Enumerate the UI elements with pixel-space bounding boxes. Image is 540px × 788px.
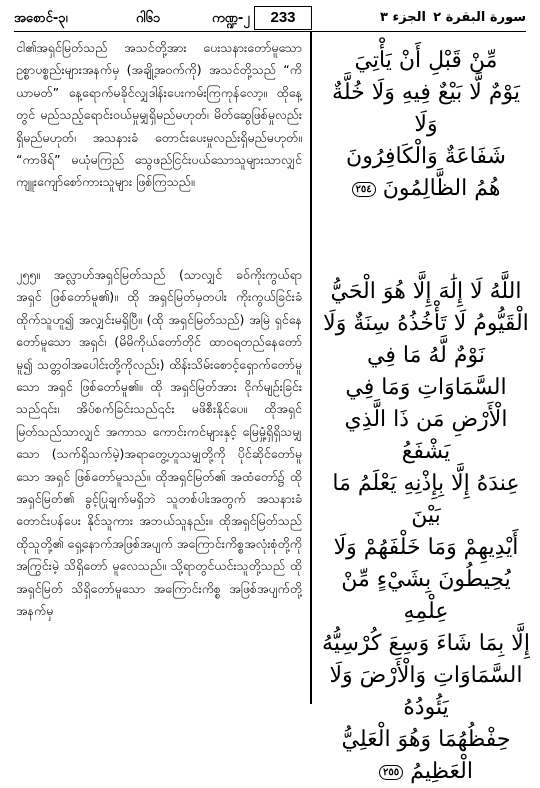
ayah-number-mark: ٢٥٤ [352,182,376,197]
header-verse-ref: ဂါ၆၁ [136,11,161,26]
header-surah: سورة البقرة ٢ [433,10,526,25]
arabic-line: نَوْمٌ لَّهُ مَا فِي السَّمَاوَاتِ وَمَا فِي [345,343,507,400]
page-header [14,6,526,32]
header-chapter: ကဏ္ဍ-၂ [212,11,250,26]
arabic-line: شَفَاعَةٌ وَالْكَافِرُونَ [346,144,506,169]
arabic-verse-block [322,45,530,205]
arabic-line: اللَّهُ لَا إِلَٰهَ إِلَّا هُوَ الْحَيُّ [330,279,522,304]
arabic-line: مِّنْ قَبْلِ أَنْ يَأْتِيَ [354,48,498,73]
arabic-line: إِلَّا بِمَا شَاءَ وَسِعَ كُرْسِيُّهُ [322,631,530,656]
arabic-line: حِفْظُهُمَا وَهُوَ الْعَلِيُّ [341,727,511,752]
arabic-line: عِندَهُ إِلَّا بِإِذْنِهِ يَعْلَمُ مَا بَيْنَ [332,471,520,528]
ayah-number-mark: ٢٥٥ [379,765,403,780]
page-number: 233 [254,6,312,30]
arabic-line: أَيْدِيهِمْ وَمَا خَلْفَهُمْ وَلَا [333,535,519,560]
arabic-line-text: هُمُ الظَّالِمُونَ [382,176,501,201]
translation-paragraph: ငါ၏အရှင်မြတ်သည် အသင်တို့အား ပေးသနားတော်မူသော ဥစ္စာပစ္စည်းများအနက်မှ (အချို့အဝက်ကို) အသင်တို့သည် “ကိယာမတ်” နေ့ရောက်မခိုင်လျှဒါန်းပေးကမ်းကြကုန်လော့။ ထိုနေ့တွင် မည်သည့်ရောင်းဝယ်မှုမျှရှိမည်မဟုတ်၊ မိတ်ဆွေဖြစ်မှုလည်းရှိမည်မဟုတ်၊ အသနားခံ တောင်းပေးမှုလည်းရှိမည်မဟုတ်။ “ကာဖိရ်” မယုံမကြည် သွေဖည်ငြင်းပယ်သောသူများသာလျှင် ကျူးကျော်စော်ကားသူများ ဖြစ်ကြသည်။ [16,40,302,190]
arabic-verse-block [322,276,530,788]
translation-paragraph: ၂၅၅။ အလ္လာဟ်အရှင်မြတ်သည် (သာလျှင် ခဝ်ကိုးကွယ်ရာ အရှင် ဖြစ်တော်မူ၏)။ ထို အရှင်မြတ်မှတပါး ကိုးကွယ်ခြင်းခံထိုက်သူဟူ၍ အလျှင်းမရှိပြီ။ (ထို အရှင်မြတ်သည်) အမြဲ ရှင်နေတော်မူသော အရှင်၊ (မိမိကိုယ်တော်တိုင် ထာဝရတည်နေတော်မူ၍ သတ္တဝါအပေါင်းတို့ကိုလည်း) ထိန်းသိမ်းစောင့်ရှောက်တော်မူသော အရှင် ဖြစ်တော်မူ၏။ ထို အရှင်မြတ်အား ငိုက်မျဉ်းခြင်းသည်၎င်း၊ အိပ်စက်ခြင်းသည်၎င်း မဖိစီးနိုင်ပေ။ ထိုအရှင်မြတ်သည်သာလျှင် အကာသ ကောင်းကင်များနှင့် မြေမှုံ့ရှိရှိသမျှသော (သက်ရှိသက်မဲ့)အရာတွေ့ဟူသမျှတို့ကို ပိုင်ဆိုင်တော်မူသော အရှင် ဖြစ်တော်မူသည်။ ထိုအရှင်မြတ်၏ အထံတော်၌ ထိုအရှင်မြတ်၏ ခွင့်ပြုချက်မရှိဘဲ သူတစ်ပါးအတွက် အသနားခံ တောင်းပန်ပေး နိုင်သူကား အဘယ်သူနည်း။ ထိုအရှင်မြတ်သည် ထိုသူတို့၏ ရှေ့နောက်အဖြစ်အပျက် အကြောင်းကိစ္စအလုံးစုံတို့ကို အကြွင်းမဲ့ သိရှိတော် မူလေသည်။ သို့ရာတွင်ယင်းသူတို့သည် ထိုအရှင်မြတ် သိရှိတော်မူသော အကြောင်းကိစ္စ အဖြစ်အပျက်တို့ အနက်မှ [16,267,302,619]
arabic-line: الْأَرْضِ مَن ذَا الَّذِي يَشْفَعُ [344,407,508,464]
column-divider [310,32,312,704]
arabic-line: السَّمَاوَاتِ وَالْأَرْضَ وَلَا يَئُودُهُ [329,663,523,720]
header-volume: အစောင်-၃၊ [14,11,68,26]
header-juz: الجزء ٣ [380,10,426,25]
arabic-line [322,756,530,788]
arabic-line: الْقَيُّومُ لَا تَأْخُذُهُ سِنَةٌ وَلَا [323,311,529,336]
arabic-line [322,173,530,205]
arabic-line: يَوْمٌ لَّا بَيْعٌ فِيهِ وَلَا خُلَّةٌ وَلَا [332,80,520,137]
arabic-line: يُحِيطُونَ بِشَيْءٍ مِّنْ عِلْمِهِ [341,567,511,624]
arabic-line-text: الْعَظِيمُ [410,759,473,784]
